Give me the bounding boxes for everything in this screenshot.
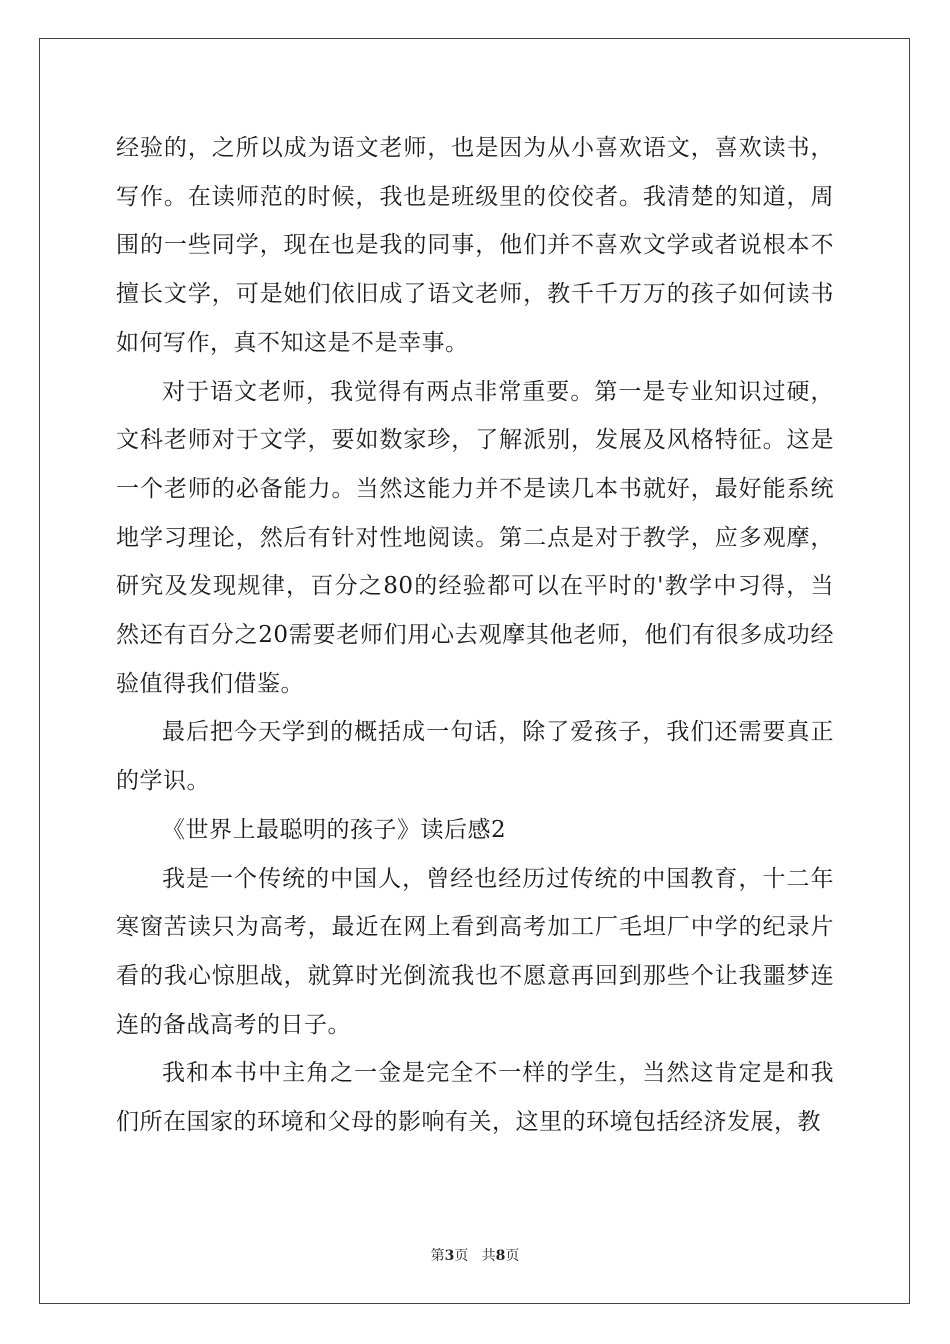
paragraph-3: 最后把今天学到的概括成一句话，除了爱孩子，我们还需要真正的学识。 bbox=[116, 719, 834, 795]
footer-total-prefix: 共 bbox=[481, 1248, 496, 1264]
paragraph-5: 我和本书中主角之一金是完全不一样的学生，当然这肯定是和我们所在国家的环境和父母的影响有关，这里的环境包括经济发展，教 bbox=[116, 1060, 834, 1136]
footer-prefix: 第 bbox=[430, 1248, 445, 1264]
section-heading: 《世界上最聪明的孩子》读后感2 bbox=[162, 816, 507, 843]
document-body bbox=[116, 124, 834, 1147]
paragraph-1: 经验的，之所以成为语文老师，也是因为从小喜欢语文，喜欢读书，写作。在读师范的时候，我也是班级里的佼佼者。我清楚的知道，周围的一些同学，现在也是我的同事，他们并不喜欢文学或者说根本不擅长文学，可是她们依旧成了语文老师，教千千万万的孩子如何读书如何写作，真不知这是不是幸事。 bbox=[116, 135, 834, 356]
footer-total-suffix: 页 bbox=[505, 1248, 520, 1264]
page-footer bbox=[0, 1245, 950, 1265]
footer-page-number: 3 bbox=[444, 1248, 455, 1264]
footer-page-suffix: 页 bbox=[454, 1248, 469, 1264]
paragraph-2: 对于语文老师，我觉得有两点非常重要。第一是专业知识过硬，文科老师对于文学，要如数家珍，了解派别，发展及风格特征。这是一个老师的必备能力。当然这能力并不是读几本书就好，最好能系统地学习理论，然后有针对性地阅读。第二点是对于教学，应多观摩，研究及发现规律，百分之80的经验都可以在平时的'教学中习得，当然还有百分之20需要老师们用心去观摩其他老师，他们有很多成功经验值得我们借鉴。 bbox=[116, 378, 834, 697]
footer-total-pages: 8 bbox=[495, 1248, 506, 1264]
paragraph-4: 我是一个传统的中国人，曾经也经历过传统的中国教育，十二年寒窗苦读只为高考，最近在网上看到高考加工厂毛坦厂中学的纪录片看的我心惊胆战，就算时光倒流我也不愿意再回到那些个让我噩梦连连的备战高考的日子。 bbox=[116, 865, 834, 1038]
